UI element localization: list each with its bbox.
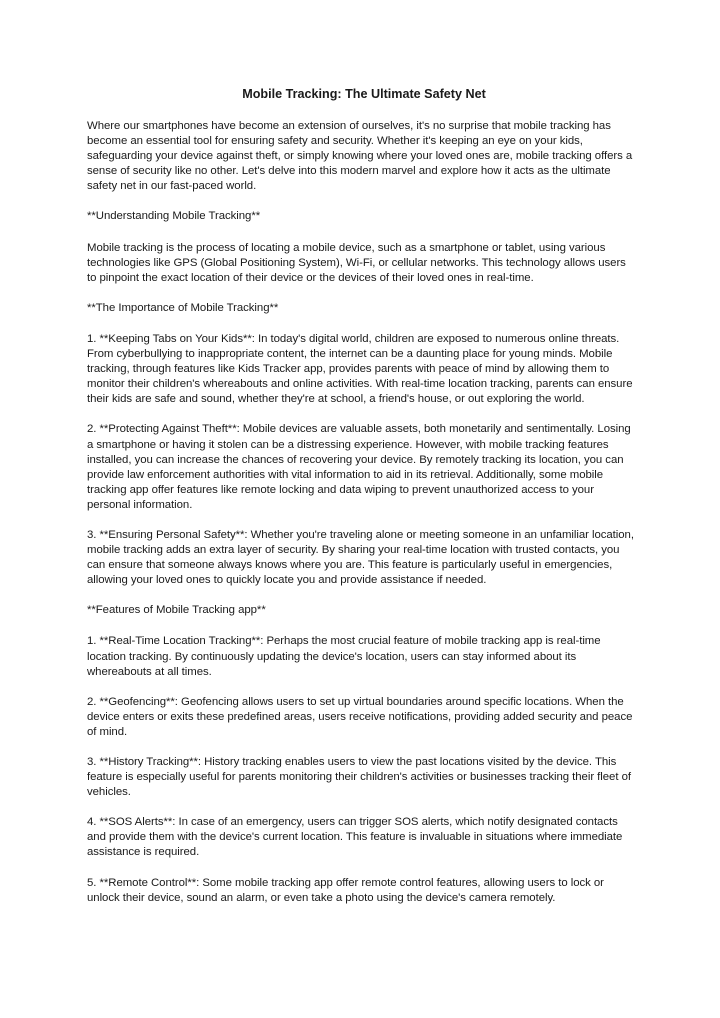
- section-heading-understanding: **Understanding Mobile Tracking**: [87, 210, 261, 223]
- feature-item-geofencing: 2. **Geofencing**: Geofencing allows users to set up virtual boundaries around specific locations. When the device enters or exits these predefined areas, users receive notifications, providing added security and peace of mind.: [87, 695, 633, 738]
- feature-item-realtime: 1. **Real-Time Location Tracking**: Perhaps the most crucial feature of mobile tracking app is real-time location tracking. By continuously updating the device's location, users can stay informed about its whereabouts at all times.: [87, 635, 601, 678]
- intro-paragraph: Where our smartphones have become an extension of ourselves, it's no surprise that mobile tracking has become an essential tool for ensuring safety and security. Whether it's keeping an eye on your kids, safeguarding your device against theft, or simply knowing where your loved ones are, mobile tracking offers a sense of security like no other. Let's delve into this modern marvel and explore how it acts as the ultimate safety net in our fast-paced world.: [87, 120, 633, 193]
- understanding-paragraph: Mobile tracking is the process of locating a mobile device, such as a smartphone or tablet, using various technologies like GPS (Global Positioning System), Wi-Fi, or cellular networks. This technology allows users to pinpoint the exact location of their device or the devices of their loved ones in real-time.: [87, 241, 626, 284]
- feature-item-sos: 4. **SOS Alerts**: In case of an emergency, users can trigger SOS alerts, which notify designated contacts and provide them with the device's current location. This feature is invaluable in situations where immediate assistance is required.: [87, 816, 623, 859]
- importance-item-theft: 2. **Protecting Against Theft**: Mobile devices are valuable assets, both monetarily and sentimentally. Losing a smartphone or having it stolen can be a distressing experience. However, with mobile tracking features installed, you can increase the chances of recovering your device. By remotely tracking its location, you can provide law enforcement authorities with vital information to aid in its retrieval. Additionally, some mobile tracking app offer features like remote locking and data wiping to prevent unauthorized access to your personal information.: [87, 423, 631, 511]
- feature-item-remote: 5. **Remote Control**: Some mobile tracking app offer remote control features, allowing users to lock or unlock their device, sound an alarm, or even take a photo using the device's camera remotely.: [87, 876, 604, 904]
- section-heading-features: **Features of Mobile Tracking app**: [87, 604, 266, 617]
- document-title: Mobile Tracking: The Ultimate Safety Net: [242, 87, 486, 101]
- importance-item-safety: 3. **Ensuring Personal Safety**: Whether you're traveling alone or meeting someone in an unfamiliar location, mobile tracking adds an extra layer of security. By sharing your real-time location with trusted contacts, you can ensure that someone always knows where you are. This feature is particularly useful in emergencies, allowing your loved ones to quickly locate you and provide assistance if needed.: [87, 528, 634, 587]
- section-heading-importance: **The Importance of Mobile Tracking**: [87, 301, 279, 314]
- importance-item-kids: 1. **Keeping Tabs on Your Kids**: In today's digital world, children are exposed to numerous online threats. From cyberbullying to inappropriate content, the internet can be a daunting place for young minds. Mobile tracking, through features like Kids Tracker app, provides parents with peace of mind by allowing them to monitor their children's whereabouts and online activities. With real-time location tracking, parents can ensure their kids are safe and sound, whether they're at school, a friend's house, or out exploring the world.: [87, 332, 633, 406]
- feature-item-history: 3. **History Tracking**: History tracking enables users to view the past locations visited by the device. This feature is especially useful for parents monitoring their children's activities or businesses tracking their fleet of vehicles.: [87, 756, 631, 799]
- document-page: [87, 86, 635, 921]
